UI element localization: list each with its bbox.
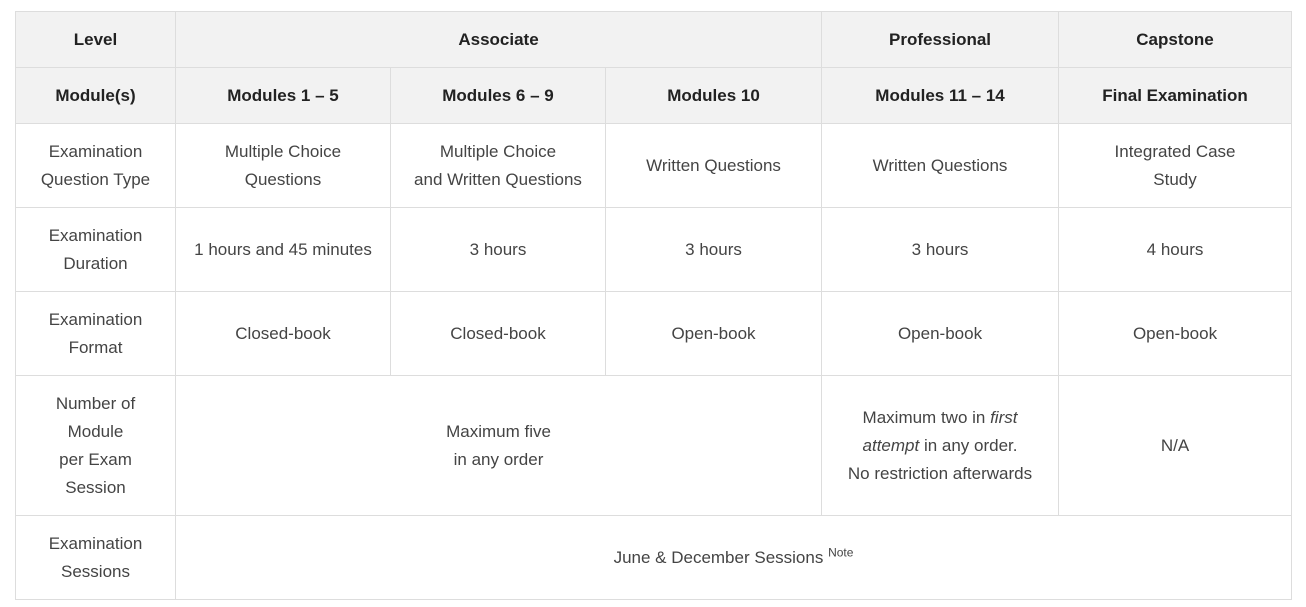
- question-type-label: Examination Question Type: [16, 124, 176, 208]
- question-type-m11-14: Written Questions: [822, 124, 1059, 208]
- question-type-row: [16, 124, 1292, 208]
- duration-final: 4 hours: [1059, 208, 1292, 292]
- level-row: [16, 12, 1292, 68]
- modules-per-session-associate: Maximum five in any order: [176, 376, 822, 516]
- level-associate: Associate: [176, 12, 822, 68]
- format-m11-14: Open-book: [822, 292, 1059, 376]
- first-emphasis: first: [990, 407, 1018, 427]
- modules-per-session-label: Number of Module per Exam Session: [16, 376, 176, 516]
- exam-structure-table: [15, 11, 1292, 600]
- duration-m11-14: 3 hours: [822, 208, 1059, 292]
- module-final: Final Examination: [1059, 68, 1292, 124]
- duration-row: [16, 208, 1292, 292]
- question-type-m1-5: Multiple Choice Questions: [176, 124, 391, 208]
- attempt-emphasis: attempt: [862, 435, 920, 455]
- sessions-label: Examination Sessions: [16, 516, 176, 600]
- format-m10: Open-book: [606, 292, 822, 376]
- question-type-m10: Written Questions: [606, 124, 822, 208]
- module-10: Modules 10: [606, 68, 822, 124]
- format-label: Examination Format: [16, 292, 176, 376]
- modules-per-session-capstone: N/A: [1059, 376, 1292, 516]
- level-professional: Professional: [822, 12, 1059, 68]
- module-11-14: Modules 11 – 14: [822, 68, 1059, 124]
- exam-structure-table-wrapper: [15, 11, 1292, 600]
- format-m6-9: Closed-book: [391, 292, 606, 376]
- duration-m1-5: 1 hours and 45 minutes: [176, 208, 391, 292]
- modules-per-session-row: [16, 376, 1292, 516]
- question-type-m6-9: Multiple Choice and Written Questions: [391, 124, 606, 208]
- module-header: Module(s): [16, 68, 176, 124]
- module-1-5: Modules 1 – 5: [176, 68, 391, 124]
- format-final: Open-book: [1059, 292, 1292, 376]
- level-header: Level: [16, 12, 176, 68]
- level-capstone: Capstone: [1059, 12, 1292, 68]
- duration-m6-9: 3 hours: [391, 208, 606, 292]
- question-type-final: Integrated Case Study: [1059, 124, 1292, 208]
- format-row: [16, 292, 1292, 376]
- module-6-9: Modules 6 – 9: [391, 68, 606, 124]
- modules-per-session-professional: Maximum two in first attempt in any order. No restriction afterwards: [822, 376, 1059, 516]
- sessions-row: [16, 516, 1292, 600]
- duration-m10: 3 hours: [606, 208, 822, 292]
- format-m1-5: Closed-book: [176, 292, 391, 376]
- duration-label: Examination Duration: [16, 208, 176, 292]
- sessions-value: June & December Sessions $^{Note}$: [176, 516, 1292, 600]
- module-row: [16, 68, 1292, 124]
- sessions-note-link[interactable]: Note: [828, 544, 854, 559]
